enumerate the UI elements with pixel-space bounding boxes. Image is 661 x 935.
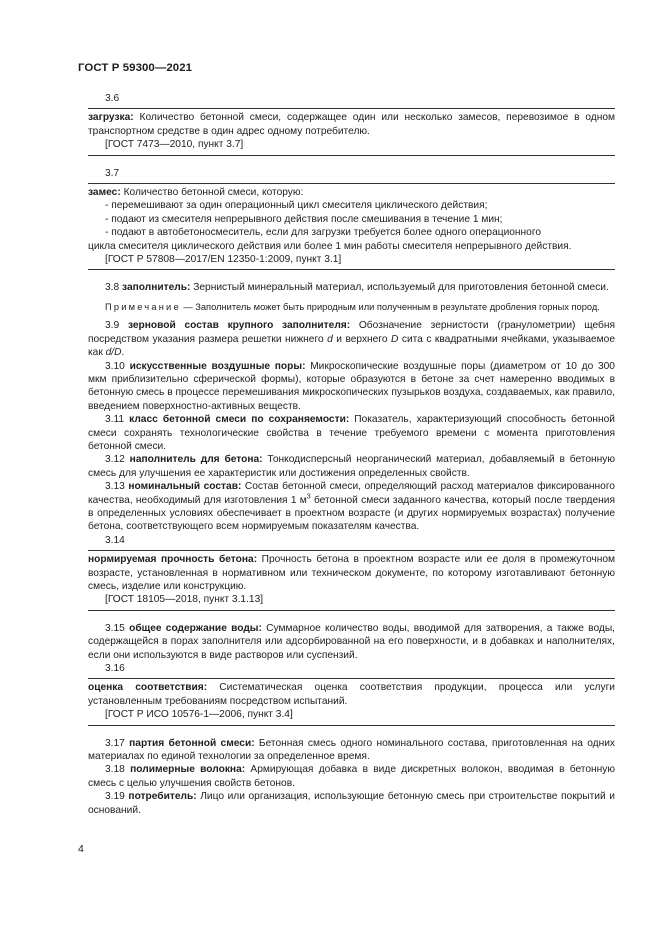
term: номинальный состав: <box>128 481 242 493</box>
term: оценка соответствия: <box>88 682 208 694</box>
definition-text: Зернистый минеральный материал, используемый для приготовления бетонной смеси. <box>190 282 609 294</box>
term-definition <box>88 186 615 199</box>
term-box-3-14 <box>88 550 615 611</box>
reference: [ГОСТ 18105—2018, пункт 3.1.13] <box>105 594 264 606</box>
clause-3-12: 3.12 наполнитель для бетона: Тонкодисперсный неорганический материал, добавляемый в бетонную смесь для улучшения ее характеристик или достижения определенных свойств. <box>88 454 615 479</box>
term: замес: <box>88 187 121 199</box>
list-item: - подают из смесителя непрерывного действия после смешивания в течение 1 мин; <box>105 213 503 225</box>
definition-text: Лицо или организация, использующие бетонную смесь при строительстве покрытий и оснований. <box>88 791 615 816</box>
term: заполнитель: <box>122 282 191 294</box>
term-definition <box>88 111 615 138</box>
definition-text: Суммарное количество воды, вводимой для затворения, а также воды, содержащейся в порах заполнителя или адсорбированной на его поверхности, и в добавках и наполнителях, если они используются в виде растворов или суспензий. <box>88 622 615 661</box>
term-box-3-7 <box>88 183 615 270</box>
reference: [ГОСТ Р ИСО 10576-1—2006, пункт 3.4] <box>105 709 293 721</box>
term-definition <box>88 553 615 593</box>
clause-3-19: 3.19 потребитель: Лицо или организация, использующие бетонную смесь при строительстве покрытий и оснований. <box>88 791 615 816</box>
term: общее содержание воды: <box>129 622 262 634</box>
term-box-3-16 <box>88 678 615 725</box>
clause-number: 3.6 <box>105 93 120 104</box>
standard-header: ГОСТ Р 59300—2021 <box>78 62 193 74</box>
clause-3-13: 3.13 номинальный состав: Состав бетонной смеси, определяющий расход материалов фиксированного качества, необходимый для изготовления 1 $м^3$ бетонной смеси заданного качества, который после твердения в определенных условиях обеспечивает в проектном возрасте (и других нормируемых возрастах) получение бетона, соответствующего всем нормируемым показателям качества. <box>88 481 615 533</box>
definition-text: Показатель, характеризующий способность бетонной смеси сохранять технологические свойства в течение требуемого времени с момента приготовления бетонной смеси. <box>88 414 615 452</box>
term: зерновой состав крупного заполнителя: <box>127 320 351 332</box>
term: нормируемая прочность бетона: <box>88 554 258 566</box>
clause-3-17: 3.17 партия бетонной смеси: Бетонная смесь одного номинального состава, приготовленная на одних материалах по единой технологии за определенное время. <box>88 737 615 763</box>
definition-text: Микроскопические воздушные поры (диаметром от 10 до 300 мкм приблизительно сферической формы), которые образуются в бетоне за счет намеренно вводимых в бетонную смесь в процессе перемешивания микроскопических пузырьков воздуха, создаваемых, как правило, введением поверхностно-активных веществ. <box>88 360 615 412</box>
page-number: 4 <box>78 843 84 855</box>
definition-text: Количество бетонной смеси, содержащее один или несколько замесов, перевозимое в одном транспортном средстве в один адрес одному потребителю. <box>88 112 615 137</box>
list-item: - подают в автобетоносмеситель, если для загрузки требуется более одного операционного <box>105 227 542 239</box>
reference: [ГОСТ 7473—2010, пункт 3.7] <box>105 139 244 151</box>
clause-3-9: 3.9 зерновой состав крупного заполнителя: Обозначение зернистости (гранулометрии) щебня посредством указания размера решетки нижнего d и верхнего D сита с квадратными ячейками, указываемое как d/D. <box>88 320 615 359</box>
clause-number: 3.14 <box>105 534 125 546</box>
reference: [ГОСТ Р 57808—2017/EN 12350-1:2009, пункт 3.1] <box>105 254 342 266</box>
definition-text: Систематическая оценка соответствия продукции, процесса или услуги установленным требованиям посредством испытаний. <box>88 682 615 707</box>
clause-3-10: 3.10 искусственные воздушные поры: Микроскопические воздушные поры (диаметром от 10 до 300 мкм приблизительно сферической формы), которые образуются в бетоне за счет намеренно вводимых в бетонную смесь в процессе перемешивания микроскопических пузырьков воздуха, создаваемых, как правило, введением поверхностно-активных веществ. <box>88 360 615 412</box>
definition-text: Тонкодисперсный неорганический материал, добавляемый в бетонную смесь для улучшения ее характеристик или достижения определенных свойств. <box>88 454 615 479</box>
definition-text: Прочность бетона в проектном возрасте или ее доля в промежуточном возрасте, установленная в нормативном или техническом документе, по которому изготавливают бетонную смесь, изделие или конструкцию. <box>88 554 615 592</box>
term: полимерные волокна: <box>130 764 246 776</box>
term: наполнитель для бетона: <box>129 454 263 466</box>
term: класс бетонной смеси по сохраняемости: <box>129 414 350 426</box>
term-definition <box>88 681 615 708</box>
term: партия бетонной смеси: <box>129 737 255 749</box>
clause-number: 3.7 <box>105 167 120 179</box>
document-body <box>88 92 615 817</box>
list-item: - перемешивают за один операционный цикл смесителя циклического действия; <box>105 200 488 212</box>
clause-3-18: 3.18 полимерные волокна: Армирующая добавка в виде дискретных волокон, вводимая в бетонную смесь с целью улучшения свойств бетонов. <box>88 764 616 789</box>
definition-text: Количество бетонной смеси, которую: <box>120 187 304 199</box>
clause-3-8: 3.8 заполнитель: Зернистый минеральный материал, используемый для приготовления бетонной смеси. <box>105 282 609 294</box>
definition-text: Армирующая добавка в виде дискретных волокон, вводимая в бетонную смесь с целью улучшения свойств бетонов. <box>88 764 616 789</box>
note <box>88 301 615 313</box>
term-box-3-6 <box>88 108 615 155</box>
list-item-continuation: цикла смесителя циклического действия или более 1 мин работы смесителя непрерывного действия. <box>88 240 572 252</box>
term: искусственные воздушные поры: <box>129 360 306 372</box>
note-label: Примечание <box>105 301 181 312</box>
clause-number: 3.16 <box>105 663 125 675</box>
clause-3-15: 3.15 общее содержание воды: Суммарное количество воды, вводимой для затворения, а также воды, содержащейся в порах заполнителя или адсорбированной на его поверхности, и в добавках и наполнителях, если они используются в виде растворов или суспензий. <box>88 622 615 661</box>
clause-3-11: 3.11 класс бетонной смеси по сохраняемости: Показатель, характеризующий способность бетонной смеси сохранять технологические свойства в течение требуемого времени с момента приготовления бетонной смеси. <box>88 414 615 452</box>
note-text: — Заполнитель может быть природным или полученным в результате дробления горных пород. <box>180 301 600 312</box>
term: загрузка: <box>88 112 134 124</box>
definition-text: Бетонная смесь одного номинального состава, приготовленная на одних материалах по единой технологии за определенное время. <box>88 737 615 763</box>
term: потребитель: <box>128 791 197 803</box>
